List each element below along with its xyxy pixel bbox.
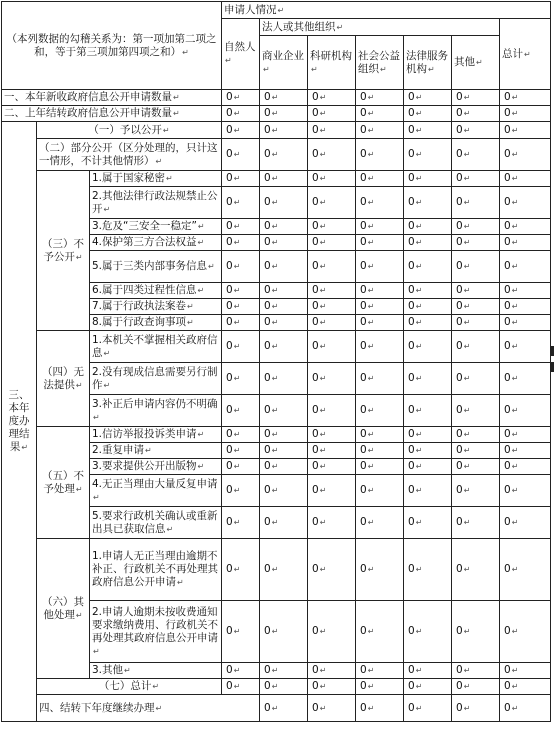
value-cell: 0 ↵ xyxy=(404,315,452,331)
value-cell: 0 ↵ xyxy=(308,171,356,187)
value-cell: 0 ↵ xyxy=(452,251,500,283)
value-cell: 0 ↵ xyxy=(452,601,500,663)
value-cell: 0 ↵ xyxy=(452,507,500,539)
header-social: 社会公益组织 ↵ xyxy=(356,36,404,90)
value-cell: 0 ↵ xyxy=(260,331,308,363)
value-cell: 0 ↵ xyxy=(356,663,404,679)
value-cell: 0 ↵ xyxy=(500,363,551,395)
value-cell: 0 ↵ xyxy=(222,299,260,315)
value-cell: 0 ↵ xyxy=(452,443,500,459)
header-note: （本列数据的勾稽关系为：第一项加第二项之和，等于第三项加第四项之和） ↵ xyxy=(2,2,222,90)
table-row xyxy=(2,122,551,139)
value-cell: 0 ↵ xyxy=(260,475,308,507)
value-cell: 0 ↵ xyxy=(308,283,356,299)
row-label: 5.属于三类内部事务信息 ↵ xyxy=(90,251,222,283)
value-cell: 0 ↵ xyxy=(260,283,308,299)
value-cell: 0 ↵ xyxy=(404,443,452,459)
value-cell: 0 ↵ xyxy=(500,315,551,331)
value-cell: 0 ↵ xyxy=(356,395,404,427)
value-cell: 0 ↵ xyxy=(452,139,500,171)
value-cell: 0 ↵ xyxy=(308,251,356,283)
value-cell: 0 ↵ xyxy=(308,395,356,427)
subsection-6-label: （六）其他处理 ↵ xyxy=(37,539,90,679)
value-cell: 0 ↵ xyxy=(356,507,404,539)
value-cell: 0 ↵ xyxy=(356,299,404,315)
value-cell: 0 ↵ xyxy=(222,331,260,363)
row-label: 5.要求行政机关确认或重新出具已获取信息 ↵ xyxy=(90,507,222,539)
header-legal-org: 法人或其他组织 ↵ xyxy=(260,19,500,36)
value-cell: 0 ↵ xyxy=(222,427,260,443)
value-cell: 0 ↵ xyxy=(260,443,308,459)
value-cell: 0 ↵ xyxy=(452,299,500,315)
value-cell: 0 ↵ xyxy=(222,363,260,395)
value-cell: 0 ↵ xyxy=(500,331,551,363)
value-cell: 0 ↵ xyxy=(356,139,404,171)
value-cell: 0 ↵ xyxy=(260,251,308,283)
header-row xyxy=(2,2,551,19)
value-cell: 0 ↵ xyxy=(452,283,500,299)
row-label: 二、上年结转政府信息公开申请数量 ↵ xyxy=(2,106,222,122)
value-cell: 0 ↵ xyxy=(260,539,308,601)
value-cell: 0 ↵ xyxy=(404,299,452,315)
value-cell: 0 ↵ xyxy=(452,427,500,443)
value-cell: 0 ↵ xyxy=(222,122,260,139)
value-cell: 0 ↵ xyxy=(308,106,356,122)
value-cell: 0 ↵ xyxy=(404,283,452,299)
value-cell: 0 ↵ xyxy=(500,459,551,475)
value-cell: 0 ↵ xyxy=(356,235,404,251)
value-cell: 0 ↵ xyxy=(356,122,404,139)
value-cell: 0 ↵ xyxy=(452,695,500,722)
value-cell: 0 ↵ xyxy=(356,331,404,363)
value-cell: 0 ↵ xyxy=(500,235,551,251)
header-total: 总计 ↵ xyxy=(500,19,551,90)
header-research: 科研机构 ↵ xyxy=(308,36,356,90)
value-cell: 0 ↵ xyxy=(222,251,260,283)
value-cell: 0 ↵ xyxy=(500,187,551,219)
value-cell: 0 ↵ xyxy=(500,299,551,315)
value-cell: 0 ↵ xyxy=(356,695,404,722)
header-legal-service: 法律服务机构 ↵ xyxy=(404,36,452,90)
value-cell: 0 ↵ xyxy=(404,171,452,187)
table-row xyxy=(2,695,551,722)
value-cell: 0 ↵ xyxy=(356,251,404,283)
value-cell: 0 ↵ xyxy=(308,539,356,601)
row-label: 2.其他法律行政法规禁止公开 ↵ xyxy=(90,187,222,219)
value-cell: 0 ↵ xyxy=(308,122,356,139)
table-row xyxy=(2,427,551,443)
value-cell: 0 ↵ xyxy=(260,90,308,106)
row-label: 3.危及“三安全一稳定” ↵ xyxy=(90,219,222,235)
row-label: 一、本年新收政府信息公开申请数量 ↵ xyxy=(2,90,222,106)
row-label: 3.其他 ↵ xyxy=(90,663,222,679)
value-cell: 0 ↵ xyxy=(222,90,260,106)
value-cell: 0 ↵ xyxy=(356,475,404,507)
value-cell: 0 ↵ xyxy=(404,187,452,219)
row-label: 2.重复申请 ↵ xyxy=(90,443,222,459)
value-cell: 0 ↵ xyxy=(260,459,308,475)
value-cell: 0 ↵ xyxy=(404,539,452,601)
value-cell: 0 ↵ xyxy=(500,663,551,679)
value-cell: 0 ↵ xyxy=(260,122,308,139)
value-cell: 0 ↵ xyxy=(404,363,452,395)
row-label: 6.属于四类过程性信息 ↵ xyxy=(90,283,222,299)
value-cell: 0 ↵ xyxy=(308,695,356,722)
value-cell: 0 ↵ xyxy=(452,395,500,427)
row-label: 4.无正当理由大量反复申请 ↵ xyxy=(90,475,222,507)
value-cell: 0 ↵ xyxy=(260,695,308,722)
row-label: 3.补正后申请内容仍不明确 ↵ xyxy=(90,395,222,427)
value-cell: 0 ↵ xyxy=(222,106,260,122)
value-cell: 0 ↵ xyxy=(452,315,500,331)
value-cell: 0 ↵ xyxy=(260,663,308,679)
value-cell: 0 ↵ xyxy=(222,283,260,299)
value-cell: 0 ↵ xyxy=(222,235,260,251)
value-cell: 0 ↵ xyxy=(452,90,500,106)
row-label: 1.属于国家秘密 ↵ xyxy=(90,171,222,187)
value-cell: 0 ↵ xyxy=(308,363,356,395)
value-cell: 0 ↵ xyxy=(452,171,500,187)
row-label: （二）部分公开（区分处理的，只计这一情形，不计其他情形） ↵ xyxy=(37,139,222,171)
value-cell: 0 ↵ xyxy=(308,459,356,475)
header-commercial: 商业企业 ↵ xyxy=(260,36,308,90)
row-label: 1.申请人无正当理由逾期不补正、行政机关不再处理其政府信息公开申请 ↵ xyxy=(90,539,222,601)
value-cell: 0 ↵ xyxy=(356,539,404,601)
value-cell: 0 ↵ xyxy=(356,315,404,331)
row-label: 4.保护第三方合法权益 ↵ xyxy=(90,235,222,251)
value-cell: 0 ↵ xyxy=(356,219,404,235)
value-cell: 0 ↵ xyxy=(500,507,551,539)
value-cell: 0 ↵ xyxy=(308,219,356,235)
table-row xyxy=(2,171,551,187)
value-cell: 0 ↵ xyxy=(500,139,551,171)
row-label: 四、结转下年度继续办理 ↵ xyxy=(37,695,260,722)
value-cell: 0 ↵ xyxy=(260,601,308,663)
value-cell: 0 ↵ xyxy=(260,395,308,427)
value-cell: 0 ↵ xyxy=(500,106,551,122)
value-cell: 0 ↵ xyxy=(222,443,260,459)
value-cell: 0 ↵ xyxy=(404,679,452,695)
row-label: 3.要求提供公开出版物 ↵ xyxy=(90,459,222,475)
value-cell: 0 ↵ xyxy=(356,601,404,663)
value-cell: 0 ↵ xyxy=(500,171,551,187)
value-cell: 0 ↵ xyxy=(500,395,551,427)
value-cell: 0 ↵ xyxy=(452,106,500,122)
value-cell: 0 ↵ xyxy=(452,539,500,601)
value-cell: 0 ↵ xyxy=(308,475,356,507)
value-cell: 0 ↵ xyxy=(452,122,500,139)
value-cell: 0 ↵ xyxy=(404,139,452,171)
row-label: 1.信访举报投诉类申请 ↵ xyxy=(90,427,222,443)
value-cell: 0 ↵ xyxy=(500,90,551,106)
value-cell: 0 ↵ xyxy=(500,695,551,722)
header-other: 其他 ↵ xyxy=(452,36,500,90)
value-cell: 0 ↵ xyxy=(500,219,551,235)
value-cell: 0 ↵ xyxy=(404,251,452,283)
value-cell: 0 ↵ xyxy=(500,601,551,663)
value-cell: 0 ↵ xyxy=(452,219,500,235)
value-cell: 0 ↵ xyxy=(404,475,452,507)
value-cell: 0 ↵ xyxy=(222,315,260,331)
value-cell: 0 ↵ xyxy=(452,331,500,363)
row-label: 7.属于行政执法案卷 ↵ xyxy=(90,299,222,315)
value-cell: 0 ↵ xyxy=(356,283,404,299)
table-row xyxy=(2,106,551,122)
value-cell: 0 ↵ xyxy=(260,507,308,539)
value-cell: 0 ↵ xyxy=(356,363,404,395)
value-cell: 0 ↵ xyxy=(308,443,356,459)
value-cell: 0 ↵ xyxy=(356,106,404,122)
value-cell: 0 ↵ xyxy=(356,427,404,443)
value-cell: 0 ↵ xyxy=(356,459,404,475)
value-cell: 0 ↵ xyxy=(222,679,260,695)
row-label: 8.属于行政查询事项 ↵ xyxy=(90,315,222,331)
value-cell: 0 ↵ xyxy=(500,283,551,299)
value-cell: 0 ↵ xyxy=(500,122,551,139)
value-cell: 0 ↵ xyxy=(404,459,452,475)
value-cell: 0 ↵ xyxy=(222,539,260,601)
value-cell: 0 ↵ xyxy=(356,443,404,459)
value-cell: 0 ↵ xyxy=(404,427,452,443)
value-cell: 0 ↵ xyxy=(356,90,404,106)
value-cell: 0 ↵ xyxy=(404,507,452,539)
value-cell: 0 ↵ xyxy=(222,459,260,475)
value-cell: 0 ↵ xyxy=(260,299,308,315)
value-cell: 0 ↵ xyxy=(452,187,500,219)
value-cell: 0 ↵ xyxy=(404,695,452,722)
value-cell: 0 ↵ xyxy=(308,187,356,219)
subsection-5-label: （五）不予处理 ↵ xyxy=(37,427,90,539)
value-cell: 0 ↵ xyxy=(308,331,356,363)
value-cell: 0 ↵ xyxy=(500,679,551,695)
value-cell: 0 ↵ xyxy=(404,331,452,363)
value-cell: 0 ↵ xyxy=(260,427,308,443)
value-cell: 0 ↵ xyxy=(500,443,551,459)
value-cell: 0 ↵ xyxy=(308,679,356,695)
value-cell: 0 ↵ xyxy=(308,601,356,663)
value-cell: 0 ↵ xyxy=(452,459,500,475)
value-cell: 0 ↵ xyxy=(222,219,260,235)
value-cell: 0 ↵ xyxy=(308,315,356,331)
value-cell: 0 ↵ xyxy=(222,507,260,539)
value-cell: 0 ↵ xyxy=(404,235,452,251)
value-cell: 0 ↵ xyxy=(356,187,404,219)
value-cell: 0 ↵ xyxy=(404,106,452,122)
row-label: 2.没有现成信息需要另行制作 ↵ xyxy=(90,363,222,395)
value-cell: 0 ↵ xyxy=(222,395,260,427)
table-row xyxy=(2,679,551,695)
row-label: 2.申请人逾期未按收费通知要求缴纳费用、行政机关不再处理其政府信息公开申请 ↵ xyxy=(90,601,222,663)
value-cell: 0 ↵ xyxy=(500,251,551,283)
value-cell: 0 ↵ xyxy=(260,315,308,331)
value-cell: 0 ↵ xyxy=(222,663,260,679)
table-row xyxy=(2,331,551,363)
row-label: （七）总计 ↵ xyxy=(37,679,222,695)
value-cell: 0 ↵ xyxy=(500,539,551,601)
value-cell: 0 ↵ xyxy=(404,90,452,106)
value-cell: 0 ↵ xyxy=(260,171,308,187)
value-cell: 0 ↵ xyxy=(260,187,308,219)
row-label: （一）予以公开 ↵ xyxy=(37,122,222,139)
header-natural-person: 自然人 ↵ xyxy=(222,19,260,90)
value-cell: 0 ↵ xyxy=(222,139,260,171)
value-cell: 0 ↵ xyxy=(260,679,308,695)
header-applicant: 申请人情况 ↵ xyxy=(222,2,551,19)
value-cell: 0 ↵ xyxy=(404,219,452,235)
value-cell: 0 ↵ xyxy=(452,475,500,507)
value-cell: 0 ↵ xyxy=(500,475,551,507)
value-cell: 0 ↵ xyxy=(222,171,260,187)
table-row xyxy=(2,539,551,601)
disclosure-statistics-table xyxy=(1,1,551,722)
row-label: 1.本机关不掌握相关政府信息 ↵ xyxy=(90,331,222,363)
value-cell: 0 ↵ xyxy=(308,299,356,315)
section-3-label: 三、本年度办理结果 ↵ xyxy=(2,122,37,722)
value-cell: 0 ↵ xyxy=(356,679,404,695)
value-cell: 0 ↵ xyxy=(308,235,356,251)
value-cell: 0 ↵ xyxy=(308,507,356,539)
value-cell: 0 ↵ xyxy=(222,475,260,507)
value-cell: 0 ↵ xyxy=(452,235,500,251)
value-cell: 0 ↵ xyxy=(260,235,308,251)
value-cell: 0 ↵ xyxy=(500,427,551,443)
value-cell: 0 ↵ xyxy=(260,363,308,395)
subsection-4-label: （四）无法提供 ↵ xyxy=(37,331,90,427)
value-cell: 0 ↵ xyxy=(404,395,452,427)
value-cell: 0 ↵ xyxy=(452,663,500,679)
value-cell: 0 ↵ xyxy=(452,363,500,395)
subsection-3-label: （三）不予公开 ↵ xyxy=(37,171,90,331)
value-cell: 0 ↵ xyxy=(260,139,308,171)
value-cell: 0 ↵ xyxy=(308,663,356,679)
table-row xyxy=(2,139,551,171)
value-cell: 0 ↵ xyxy=(308,427,356,443)
value-cell: 0 ↵ xyxy=(404,601,452,663)
value-cell: 0 ↵ xyxy=(260,219,308,235)
value-cell: 0 ↵ xyxy=(222,601,260,663)
value-cell: 0 ↵ xyxy=(308,90,356,106)
value-cell: 0 ↵ xyxy=(404,122,452,139)
table-row xyxy=(2,90,551,106)
value-cell: 0 ↵ xyxy=(452,679,500,695)
value-cell: 0 ↵ xyxy=(260,106,308,122)
value-cell: 0 ↵ xyxy=(356,171,404,187)
value-cell: 0 ↵ xyxy=(222,187,260,219)
value-cell: 0 ↵ xyxy=(308,139,356,171)
value-cell: 0 ↵ xyxy=(404,663,452,679)
